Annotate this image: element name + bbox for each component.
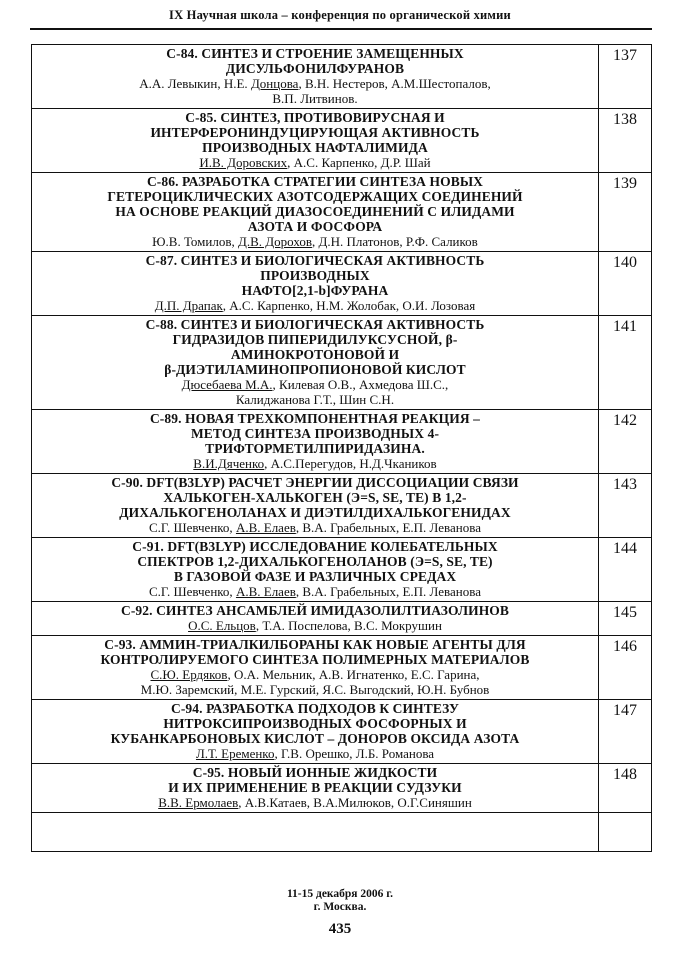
entry-title-line: С-93. АММИН-ТРИАЛКИЛБОРАНЫ КАК НОВЫЕ АГЕНТЫ ДЛЯ (104, 637, 526, 652)
toc-row (32, 764, 651, 813)
presenting-author: С.Ю. Ердяков (150, 667, 228, 682)
entry-authors-line (36, 76, 594, 91)
author-text: , О.А. Мельник, А.В. Игнатенко, Е.С. Гарина, (227, 667, 480, 682)
entry-title-line: С-86. РАЗРАБОТКА СТРАТЕГИИ СИНТЕЗА НОВЫХ (146, 174, 484, 189)
entry-authors-line (36, 795, 594, 810)
author-text: Ю.В. Томилов, (152, 234, 238, 249)
entry-page-number: 145 (613, 604, 637, 621)
author-text: С.Г. Шевченко, (149, 584, 236, 599)
entry-authors-line (36, 298, 594, 313)
entry-title-line: С-94. РАЗРАБОТКА ПОДХОДОВ К СИНТЕЗУ (170, 701, 460, 716)
presenting-author: В.И.Дяченко (193, 456, 265, 471)
entry-title-line: МЕТОД СИНТЕЗА ПРОИЗВОДНЫХ 4- (190, 426, 440, 441)
presenting-author: Д.П. Драпак (154, 298, 223, 313)
entry-title-line: С-85. СИНТЕЗ, ПРОТИВОВИРУСНАЯ И (185, 110, 445, 125)
entry-title-line: ИНТЕРФЕРОНИНДУЦИРУЮЩАЯ АКТИВНОСТЬ (150, 125, 480, 140)
entry-cell (32, 316, 599, 409)
entry-title-line: В ГАЗОВОЙ ФАЗЕ И РАЗЛИЧНЫХ СРЕДАХ (173, 569, 457, 584)
toc-row (32, 410, 651, 474)
entry-cell (32, 45, 599, 108)
author-text: Калиджанова Г.Т., Шин С.Н. (235, 392, 395, 407)
entry-authors-line (36, 456, 594, 471)
entry-authors-line (36, 234, 594, 249)
entry-page-number: 138 (613, 111, 637, 128)
presenting-author: Дюсебаева М.А. (181, 377, 273, 392)
entry-cell (32, 410, 599, 473)
toc-row (32, 602, 651, 636)
page-number: 435 (328, 921, 352, 937)
entry-title-line: β-ДИЭТИЛАМИНОПРОПИОНОВОЙ КИСЛОТ (164, 362, 466, 377)
toc-row (32, 700, 651, 764)
entry-title-line: ТРИФТОРМЕТИЛПИРИДАЗИНА. (205, 441, 425, 456)
presenting-author: А.В. Елаев (235, 520, 296, 535)
entry-page-number: 146 (613, 638, 637, 655)
author-text: , В.Н. Нестеров, А.М.Шестопалов, (298, 76, 491, 91)
entry-cell (32, 109, 599, 172)
toc-row (32, 474, 651, 538)
entry-authors-line (36, 520, 594, 535)
entry-page-number (599, 813, 651, 851)
footer-dates: 11-15 декабря 2006 г. (286, 888, 394, 900)
entry-cell (32, 813, 599, 851)
entry-cell (32, 474, 599, 537)
entry-title-line: ХАЛЬКОГЕН-ХАЛЬКОГЕН (Э=S, SE, TE) В 1,2- (163, 490, 467, 505)
author-text: , В.А. Грабельных, Е.П. Леванова (295, 584, 481, 599)
entry-title-line: С-84. СИНТЕЗ И СТРОЕНИЕ ЗАМЕЩЕННЫХ (166, 46, 464, 61)
entry-page-number: 140 (613, 254, 637, 271)
entry-title-line: ДИСУЛЬФОНИЛФУРАНОВ (225, 61, 405, 76)
toc-row (32, 109, 651, 173)
entry-title-line: С-92. СИНТЕЗ АНСАМБЛЕЙ ИМИДАЗОЛИЛТИАЗОЛИНОВ (120, 603, 510, 618)
entry-authors-line (36, 377, 594, 392)
presenting-author: О.С. Ельцов (188, 618, 256, 633)
presenting-author: А.В. Елаев (235, 584, 296, 599)
entry-title-line: ПРОИЗВОДНЫХ (260, 268, 370, 283)
author-text: В.П. Литвинов. (272, 91, 358, 106)
author-text: С.Г. Шевченко, (149, 520, 236, 535)
toc-row (32, 45, 651, 109)
author-text: , Д.Н. Платонов, Р.Ф. Саликов (311, 234, 478, 249)
entry-cell (32, 764, 599, 812)
author-text: , А.С. Карпенко, Д.Р. Шай (287, 155, 431, 170)
entry-title-line: ПРОИЗВОДНЫХ НАФТАЛИМИДА (202, 140, 428, 155)
entry-authors-line (36, 584, 594, 599)
toc-row (32, 538, 651, 602)
toc-row (32, 173, 651, 252)
entry-authors-line (36, 155, 594, 170)
entry-title-line: ГЕТЕРОЦИКЛИЧЕСКИХ АЗОТСОДЕРЖАЩИХ СОЕДИНЕНИЙ (107, 189, 523, 204)
entry-title-line: ДИХАЛЬКОГЕНОЛАНАХ И ДИЭТИЛДИХАЛЬКОГЕНИДАХ (119, 505, 511, 520)
toc-row (32, 316, 651, 410)
entry-cell (32, 602, 599, 635)
entry-title-line: С-89. НОВАЯ ТРЕХКОМПОНЕНТНАЯ РЕАКЦИЯ – (149, 411, 481, 426)
entry-authors-line (36, 682, 594, 697)
author-text: , Килевая О.В., Ахмедова Ш.С., (272, 377, 449, 392)
entry-authors-line (36, 91, 594, 106)
author-text: , Г.В. Орешко, Л.Б. Романова (274, 746, 435, 761)
entry-page-number: 141 (613, 318, 637, 335)
entry-title-line: НА ОСНОВЕ РЕАКЦИЙ ДИАЗОСОЕДИНЕНИЙ С ИЛИДАМИ (115, 204, 515, 219)
running-header: IX Научная школа – конференция по органической химии (169, 8, 511, 22)
entry-authors-line (36, 667, 594, 682)
entry-title-line: КОНТРОЛИРУЕМОГО СИНТЕЗА ПОЛИМЕРНЫХ МАТЕРИАЛОВ (100, 652, 530, 667)
toc-row-empty (32, 813, 651, 851)
entry-cell (32, 700, 599, 763)
entry-cell (32, 252, 599, 315)
entry-authors-line (36, 392, 594, 407)
entry-page-number: 147 (613, 702, 637, 719)
entry-title-line: НИТРОКСИПРОИЗВОДНЫХ ФОСФОРНЫХ И (163, 716, 467, 731)
presenting-author: В.В. Ермолаев (158, 795, 239, 810)
author-text: , А.С. Карпенко, Н.М. Жолобак, О.И. Лозовая (222, 298, 476, 313)
entry-title-line: С-90. DFT(B3LYP) РАСЧЕТ ЭНЕРГИИ ДИССОЦИАЦИИ СВЯЗИ (111, 475, 519, 490)
author-text: , А.В.Катаев, В.А.Милюков, О.Г.Синяшин (238, 795, 472, 810)
entry-title-line: СПЕКТРОВ 1,2-ДИХАЛЬКОГЕНОЛАНОВ (Э=S, SE, TE) (137, 554, 493, 569)
entry-cell (32, 636, 599, 699)
entry-page-number: 143 (613, 476, 637, 493)
entry-title-line: КУБАНКАРБОНОВЫХ КИСЛОТ – ДОНОРОВ ОКСИДА АЗОТА (110, 731, 520, 746)
author-text: М.Ю. Заремский, М.Е. Гурский, Я.С. Выгодский, Ю.Н. Бубнов (140, 682, 490, 697)
presenting-author: Л.Т. Еременко (195, 746, 275, 761)
entry-cell (32, 538, 599, 601)
entry-title-line: С-88. СИНТЕЗ И БИОЛОГИЧЕСКАЯ АКТИВНОСТЬ (145, 317, 485, 332)
entry-page-number: 137 (613, 47, 637, 64)
entry-title-line: ГИДРАЗИДОВ ПИПЕРИДИЛУКСУСНОЙ, β- (172, 332, 458, 347)
footer-city: г. Москва. (313, 901, 367, 913)
entry-page-number: 148 (613, 766, 637, 783)
author-text: , Т.А. Поспелова, В.С. Мокрушин (255, 618, 442, 633)
header-rule (30, 28, 652, 30)
footer (30, 888, 650, 914)
author-text: , В.А. Грабельных, Е.П. Леванова (295, 520, 481, 535)
toc-row (32, 636, 651, 700)
entry-authors-line (36, 618, 594, 633)
entry-authors-line (36, 746, 594, 761)
entry-page-number: 142 (613, 412, 637, 429)
presenting-author: Донцова (250, 76, 299, 91)
entry-title-line: С-91. DFT(B3LYP) ИССЛЕДОВАНИЕ КОЛЕБАТЕЛЬНЫХ (132, 539, 498, 554)
presenting-author: И.В. Доровских (199, 155, 288, 170)
toc-row (32, 252, 651, 316)
entry-page-number: 144 (613, 540, 637, 557)
entry-title-line: С-87. СИНТЕЗ И БИОЛОГИЧЕСКАЯ АКТИВНОСТЬ (145, 253, 485, 268)
entry-page-number: 139 (613, 175, 637, 192)
entry-title-line: И ИХ ПРИМЕНЕНИЕ В РЕАКЦИИ СУДЗУКИ (168, 780, 462, 795)
entry-title-line: АМИНОКРОТОНОВОЙ И (230, 347, 400, 362)
entry-title-line: С-95. НОВЫЙ ИОННЫЕ ЖИДКОСТИ (192, 765, 438, 780)
presenting-author: Д.В. Дорохов (237, 234, 312, 249)
author-text: , А.С.Перегудов, Н.Д.Чкаников (264, 456, 437, 471)
author-text: А.А. Левыкин, Н.Е. (139, 76, 251, 91)
entry-title-line: АЗОТА И ФОСФОРА (247, 219, 383, 234)
entry-cell (32, 173, 599, 251)
entry-title-line: НАФТО[2,1-b]ФУРАНА (241, 283, 389, 298)
contents-table (31, 44, 652, 852)
